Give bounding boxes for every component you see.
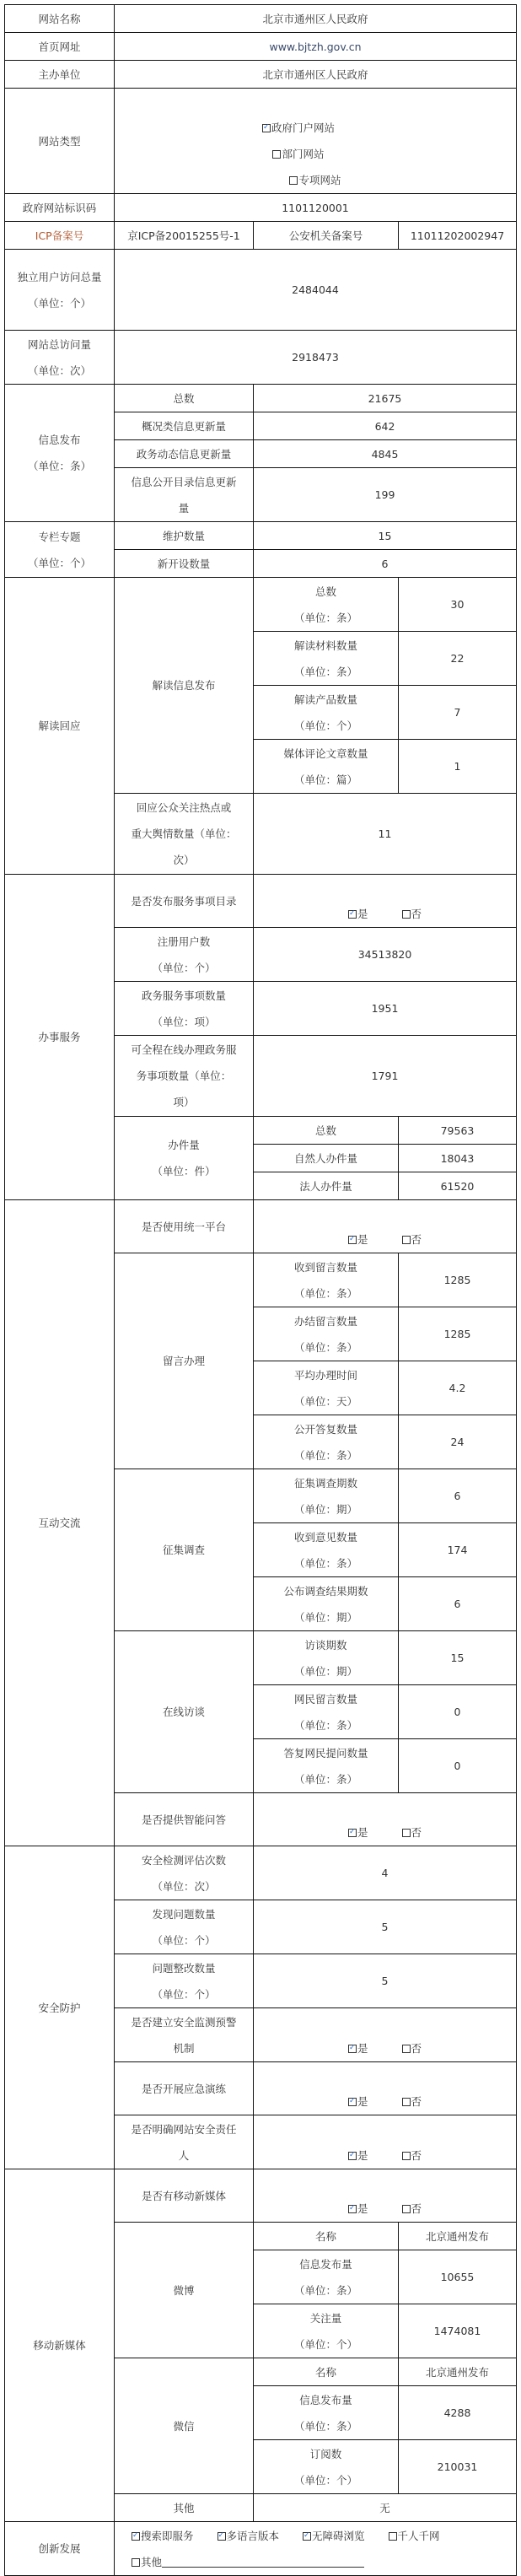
site-code-value: 1101120001 bbox=[115, 194, 517, 222]
option-label: 千人千网 bbox=[397, 2529, 440, 2542]
sponsor-label: 主办单位 bbox=[5, 61, 115, 89]
row-label: 发现问题数量 （单位：个） bbox=[115, 1900, 254, 1954]
innovation-option bbox=[389, 2523, 440, 2549]
no-label: 否 bbox=[411, 2202, 422, 2215]
innovation-label: 创新发展 bbox=[5, 2522, 115, 2576]
row-label: 征集调查期数 （单位：期） bbox=[254, 1469, 399, 1523]
checkbox-icon[interactable] bbox=[402, 2045, 411, 2053]
checkbox-icon[interactable] bbox=[132, 2532, 140, 2541]
row-value: 642 bbox=[254, 412, 517, 440]
checkbox-icon[interactable] bbox=[132, 2558, 140, 2567]
interaction-label: 互动交流 bbox=[5, 1200, 115, 1846]
row-value: 1791 bbox=[254, 1036, 517, 1117]
row-label: 政务服务事项数量 （单位：项） bbox=[115, 982, 254, 1036]
row-label: 总数 （单位：条） bbox=[254, 578, 399, 632]
table-row bbox=[5, 2169, 517, 2223]
checkbox-icon[interactable] bbox=[348, 2205, 357, 2213]
row-label: 网民留言数量 （单位：条） bbox=[254, 1685, 399, 1739]
row-label: 媒体评论文章数量 （单位：篇） bbox=[254, 740, 399, 794]
row-value: 21675 bbox=[254, 385, 517, 412]
row-value: 5 bbox=[254, 1900, 517, 1954]
row-label: 自然人办件量 bbox=[254, 1145, 399, 1172]
yes-no-choice bbox=[254, 1200, 517, 1253]
row-value: 15 bbox=[399, 1631, 517, 1685]
row-value: 4.2 bbox=[399, 1361, 517, 1415]
option-label: 其他 bbox=[141, 2555, 163, 2568]
checkbox-icon[interactable] bbox=[218, 2532, 226, 2541]
yes-no-choice bbox=[254, 2115, 517, 2169]
checkbox-icon[interactable] bbox=[348, 2045, 357, 2053]
row-site-type bbox=[5, 89, 517, 194]
option-label: 多语言版本 bbox=[226, 2529, 280, 2542]
row-label: 其他 bbox=[115, 2494, 254, 2522]
mobile-label: 移动新媒体 bbox=[5, 2169, 115, 2522]
row-label: 答复网民提问数量 （单位：条） bbox=[254, 1739, 399, 1793]
survey-label: 征集调查 bbox=[115, 1469, 254, 1631]
homepage-link[interactable]: www.bjtzh.gov.cn bbox=[115, 33, 517, 61]
row-label: 是否明确网站安全责任 人 bbox=[115, 2115, 254, 2169]
row-label: 名称 bbox=[254, 2223, 399, 2250]
yes-label: 是 bbox=[357, 2095, 368, 2108]
row-value: 15 bbox=[254, 522, 517, 550]
homepage-label: 首页网址 bbox=[5, 33, 115, 61]
weibo-label: 微博 bbox=[115, 2223, 254, 2358]
row-value: 22 bbox=[399, 632, 517, 686]
table-row bbox=[5, 522, 517, 550]
row-label: 政务动态信息更新量 bbox=[115, 440, 254, 468]
sponsor-value: 北京市通州区人民政府 bbox=[115, 61, 517, 89]
website-annual-report-table bbox=[4, 4, 517, 2576]
row-value: 199 bbox=[254, 468, 517, 522]
row-value: 6 bbox=[399, 1469, 517, 1523]
row-value: 1474081 bbox=[399, 2304, 517, 2358]
row-label: 订阅数 （单位：个） bbox=[254, 2440, 399, 2494]
yes-no-choice bbox=[254, 2169, 517, 2223]
row-value: 24 bbox=[399, 1415, 517, 1469]
row-value: 1285 bbox=[399, 1307, 517, 1361]
row-label: 平均办理时间 （单位：天） bbox=[254, 1361, 399, 1415]
row-label: 是否建立安全监测预警 机制 bbox=[115, 2008, 254, 2062]
row-homepage bbox=[5, 33, 517, 61]
row-label: 公布调查结果期数 （单位：期） bbox=[254, 1577, 399, 1631]
row-value: 4 bbox=[254, 1846, 517, 1900]
no-label: 否 bbox=[411, 2148, 422, 2162]
row-label: 是否开展应急演练 bbox=[115, 2062, 254, 2115]
services-label: 办事服务 bbox=[5, 875, 115, 1200]
checkbox-icon[interactable] bbox=[272, 150, 281, 159]
row-icp bbox=[5, 222, 517, 250]
row-total-visits bbox=[5, 331, 517, 385]
row-value: 7 bbox=[399, 686, 517, 740]
info-publish-label: 信息发布 （单位：条） bbox=[5, 385, 115, 522]
row-value: 30 bbox=[399, 578, 517, 632]
innovation-option bbox=[303, 2523, 365, 2549]
row-label: 关注量 （单位：个） bbox=[254, 2304, 399, 2358]
row-value: 1 bbox=[399, 740, 517, 794]
row-label: 总数 bbox=[254, 1117, 399, 1145]
row-value: 北京通州发布 bbox=[399, 2223, 517, 2250]
row-label: 问题整改数量 （单位：个） bbox=[115, 1954, 254, 2008]
checkbox-icon[interactable] bbox=[348, 2098, 357, 2106]
row-value: 6 bbox=[399, 1577, 517, 1631]
no-label: 否 bbox=[411, 1233, 422, 1246]
row-label: 访谈期数 （单位：期） bbox=[254, 1631, 399, 1685]
innovation-option-other bbox=[132, 2549, 364, 2575]
no-label: 否 bbox=[411, 2041, 422, 2055]
no-label: 否 bbox=[411, 2095, 422, 2108]
row-label: 注册用户数 （单位：个） bbox=[115, 928, 254, 982]
no-label: 否 bbox=[411, 1826, 422, 1839]
checkbox-icon[interactable] bbox=[402, 910, 411, 919]
row-value: 61520 bbox=[399, 1172, 517, 1200]
row-label: 是否使用统一平台 bbox=[115, 1200, 254, 1253]
site-type-option-portal: 政府门户网站 bbox=[271, 121, 335, 134]
row-value: 0 bbox=[399, 1739, 517, 1793]
checkbox-icon[interactable] bbox=[402, 2098, 411, 2106]
row-value: 34513820 bbox=[254, 928, 517, 982]
row-value: 174 bbox=[399, 1523, 517, 1577]
row-value: 4288 bbox=[399, 2386, 517, 2440]
checkbox-icon[interactable] bbox=[348, 1829, 357, 1837]
table-row bbox=[5, 385, 517, 412]
police-record-label: 公安机关备案号 bbox=[254, 222, 399, 250]
row-label: 概况类信息更新量 bbox=[115, 412, 254, 440]
table-row bbox=[5, 875, 517, 928]
checkbox-icon[interactable] bbox=[348, 1236, 357, 1244]
row-value: 0 bbox=[399, 1685, 517, 1739]
innovation-option bbox=[218, 2523, 280, 2549]
checkbox-icon[interactable] bbox=[348, 2152, 357, 2160]
row-value: 79563 bbox=[399, 1117, 517, 1145]
checkbox-icon[interactable] bbox=[402, 1236, 411, 1244]
checkbox-icon[interactable] bbox=[389, 2532, 397, 2541]
checkbox-icon[interactable] bbox=[348, 910, 357, 919]
row-label: 名称 bbox=[254, 2358, 399, 2386]
row-value: 210031 bbox=[399, 2440, 517, 2494]
row-label: 收到意见数量 （单位：条） bbox=[254, 1523, 399, 1577]
row-label: 总数 bbox=[115, 385, 254, 412]
table-row bbox=[5, 1846, 517, 1900]
row-label: 新开设数量 bbox=[115, 550, 254, 578]
checkbox-icon[interactable] bbox=[402, 1829, 411, 1837]
row-value: 5 bbox=[254, 1954, 517, 2008]
table-row bbox=[5, 578, 517, 632]
row-label: 解读产品数量 （单位：个） bbox=[254, 686, 399, 740]
row-label: 收到留言数量 （单位：条） bbox=[254, 1253, 399, 1307]
checkbox-icon[interactable] bbox=[303, 2532, 311, 2541]
row-value: 4845 bbox=[254, 440, 517, 468]
row-value: 无 bbox=[254, 2494, 517, 2522]
option-label: 无障碍浏览 bbox=[312, 2529, 365, 2542]
row-label: 安全检测评估次数 （单位：次） bbox=[115, 1846, 254, 1900]
row-label: 维护数量 bbox=[115, 522, 254, 550]
row-value: 北京通州发布 bbox=[399, 2358, 517, 2386]
yes-label: 是 bbox=[357, 908, 368, 920]
innovation-options bbox=[115, 2522, 517, 2576]
row-value: 1951 bbox=[254, 982, 517, 1036]
row-value: 10655 bbox=[399, 2250, 517, 2304]
row-value: 6 bbox=[254, 550, 517, 578]
row-site-code bbox=[5, 194, 517, 222]
site-name-label: 网站名称 bbox=[5, 5, 115, 33]
yes-label: 是 bbox=[357, 2148, 368, 2162]
row-value: 18043 bbox=[399, 1145, 517, 1172]
row-innovation bbox=[5, 2522, 517, 2576]
checkbox-icon[interactable] bbox=[402, 2205, 411, 2213]
interview-label: 在线访谈 bbox=[115, 1631, 254, 1793]
row-label: 可全程在线办理政务服 务事项数量（单位： 项） bbox=[115, 1036, 254, 1117]
total-visits-value: 2918473 bbox=[115, 331, 517, 385]
icp-label: ICP备案号 bbox=[5, 222, 115, 250]
row-label: 办结留言数量 （单位：条） bbox=[254, 1307, 399, 1361]
option-label: 搜索即服务 bbox=[141, 2529, 194, 2542]
other-fill-in-line[interactable] bbox=[162, 2557, 364, 2568]
row-label: 公开答复数量 （单位：条） bbox=[254, 1415, 399, 1469]
no-label: 否 bbox=[411, 908, 422, 920]
yes-no-choice bbox=[254, 2062, 517, 2115]
row-value: 1285 bbox=[399, 1253, 517, 1307]
row-label: 是否发布服务事项目录 bbox=[115, 875, 254, 928]
yes-label: 是 bbox=[357, 2041, 368, 2055]
row-label: 解读材料数量 （单位：条） bbox=[254, 632, 399, 686]
unique-visitors-value: 2484044 bbox=[115, 250, 517, 331]
wechat-label: 微信 bbox=[115, 2358, 254, 2494]
row-label: 信息发布量 （单位：条） bbox=[254, 2386, 399, 2440]
site-type-label: 网站类型 bbox=[5, 89, 115, 194]
row-sponsor bbox=[5, 61, 517, 89]
police-record-value: 11011202002947 bbox=[399, 222, 517, 250]
site-type-option-department: 部门网站 bbox=[282, 148, 325, 160]
site-name-value: 北京市通州区人民政府 bbox=[115, 5, 517, 33]
interpretation-label: 解读回应 bbox=[5, 578, 115, 875]
yes-label: 是 bbox=[357, 1826, 368, 1839]
row-label: 法人办件量 bbox=[254, 1172, 399, 1200]
yes-label: 是 bbox=[357, 1233, 368, 1246]
row-unique-visitors bbox=[5, 250, 517, 331]
row-label: 是否提供智能问答 bbox=[115, 1793, 254, 1846]
site-type-options bbox=[115, 89, 517, 194]
yes-no-choice bbox=[254, 875, 517, 928]
total-visits-label: 网站总访问量 （单位：次） bbox=[5, 331, 115, 385]
unique-visitors-label: 独立用户访问总量 （单位：个） bbox=[5, 250, 115, 331]
columns-label: 专栏专题 （单位：个） bbox=[5, 522, 115, 578]
row-label: 信息发布量 （单位：条） bbox=[254, 2250, 399, 2304]
innovation-option bbox=[132, 2523, 194, 2549]
yes-no-choice bbox=[254, 1793, 517, 1846]
yes-label: 是 bbox=[357, 2202, 368, 2215]
checkbox-icon[interactable] bbox=[262, 124, 271, 132]
row-site-name bbox=[5, 5, 517, 33]
yes-no-choice bbox=[254, 2008, 517, 2062]
icp-value: 京ICP备20015255号-1 bbox=[115, 222, 254, 250]
interpretation-publish-label: 解读信息发布 bbox=[115, 578, 254, 794]
row-label: 信息公开目录信息更新 量 bbox=[115, 468, 254, 522]
site-code-label: 政府网站标识码 bbox=[5, 194, 115, 222]
row-value: 11 bbox=[254, 794, 517, 875]
cases-label: 办件量 （单位：件） bbox=[115, 1117, 254, 1200]
site-type-option-special: 专项网站 bbox=[298, 174, 341, 186]
row-label: 是否有移动新媒体 bbox=[115, 2169, 254, 2223]
checkbox-icon[interactable] bbox=[289, 176, 298, 185]
messages-label: 留言办理 bbox=[115, 1253, 254, 1469]
security-label: 安全防护 bbox=[5, 1846, 115, 2169]
table-row bbox=[5, 1200, 517, 1253]
checkbox-icon[interactable] bbox=[402, 2152, 411, 2160]
row-label: 回应公众关注热点或 重大舆情数量（单位： 次） bbox=[115, 794, 254, 875]
